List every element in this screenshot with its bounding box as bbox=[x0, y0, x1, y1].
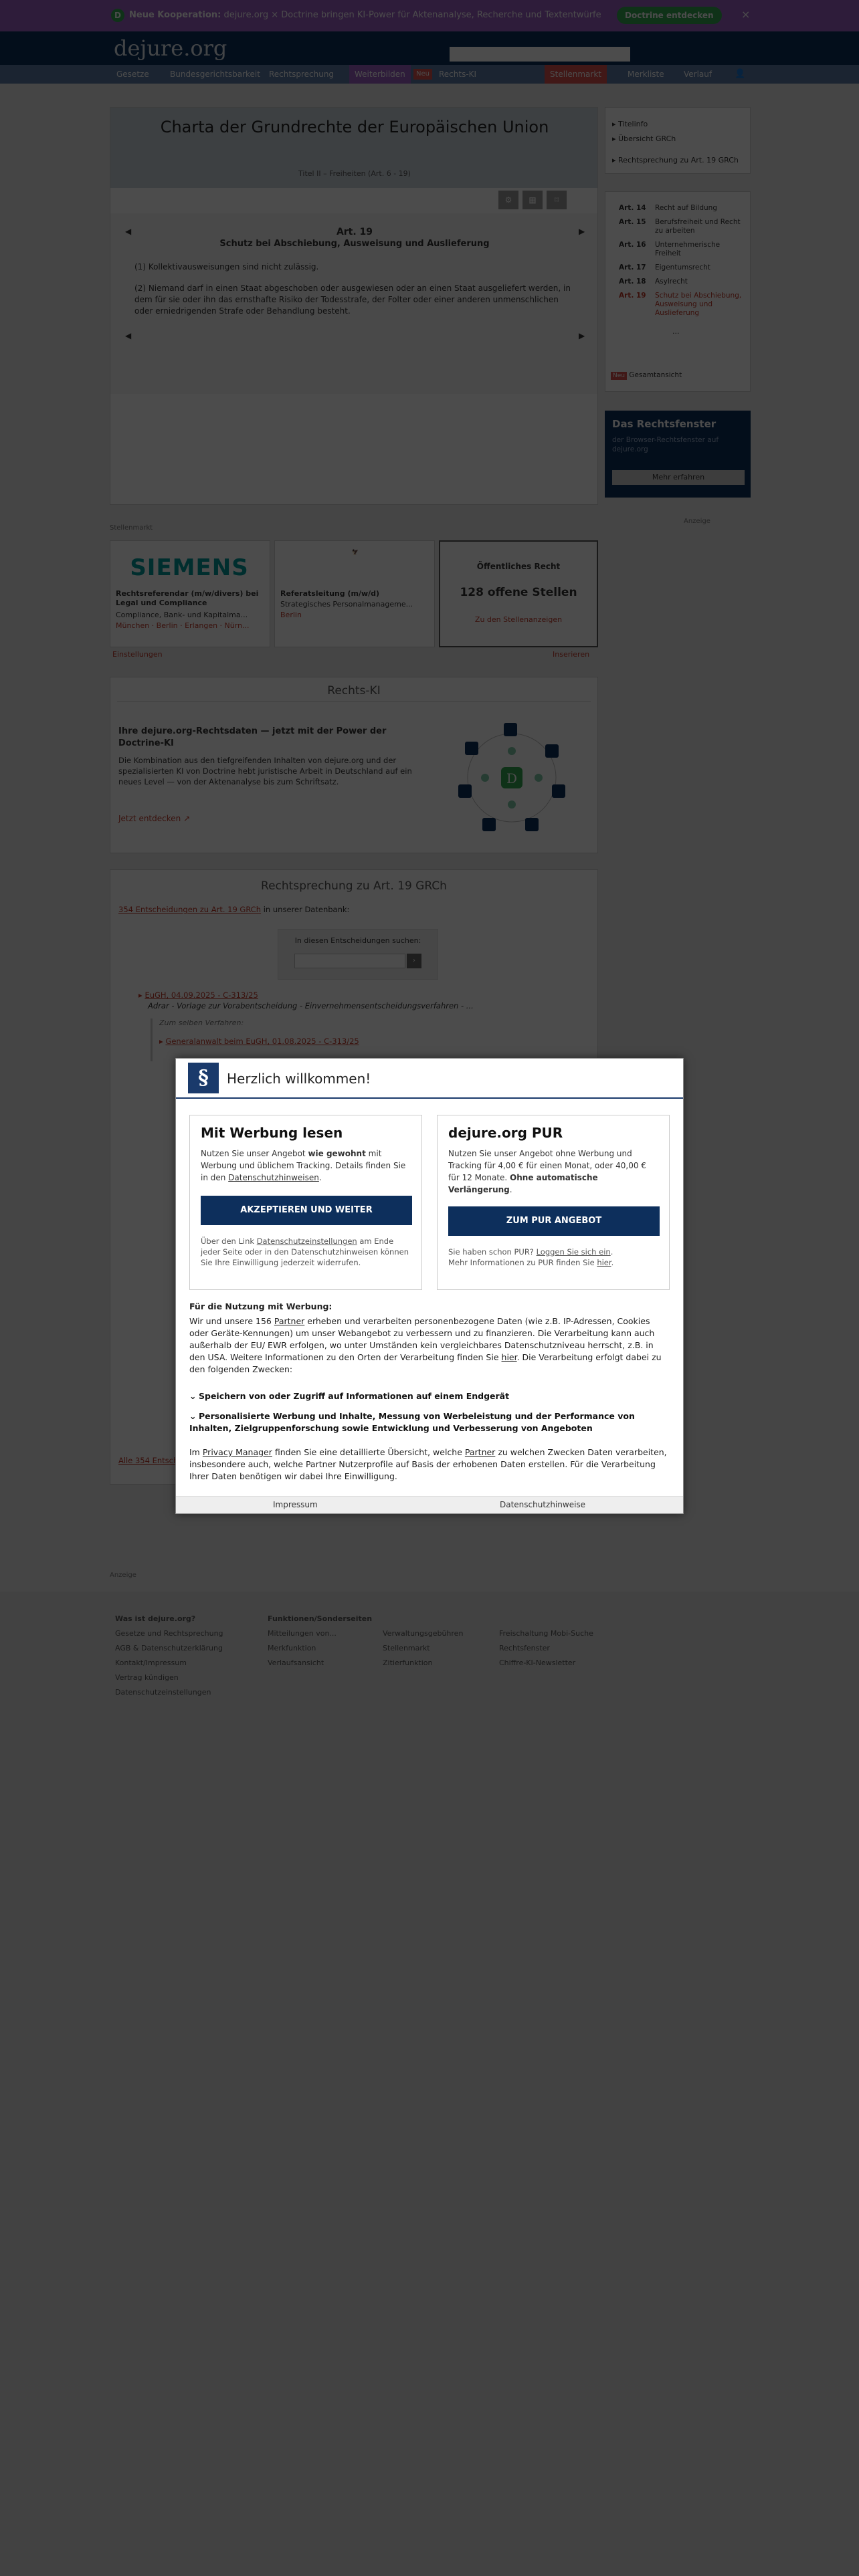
pm-text-a: Im bbox=[189, 1447, 200, 1457]
purpose-1-label: Speichern von oder Zugriff auf Informationen auf einem Endgerät bbox=[199, 1391, 510, 1401]
accept-button[interactable]: AKZEPTIEREN UND WEITER bbox=[201, 1196, 412, 1225]
pur-button[interactable]: ZUM PUR ANGEBOT bbox=[448, 1206, 660, 1236]
modal-header bbox=[176, 1059, 683, 1099]
pur-text-bold: Ohne automatische Verlängerung bbox=[448, 1173, 598, 1194]
ads-card-title: Mit Werbung lesen bbox=[201, 1125, 343, 1141]
consent-card-ads bbox=[189, 1115, 422, 1290]
purpose-expander-2[interactable] bbox=[189, 1410, 671, 1434]
modal-footer bbox=[176, 1496, 683, 1513]
partner-link-2[interactable]: Partner bbox=[464, 1447, 496, 1457]
sec-text-c: . Die Verarbeitung erfolgt dabei zu den folgenden Zwecken: bbox=[189, 1352, 662, 1374]
purpose-expander-1[interactable] bbox=[189, 1390, 671, 1402]
consent-modal bbox=[175, 1058, 684, 1514]
sec-text-a: Wir und unsere 156 bbox=[189, 1316, 272, 1326]
ads-text-a: Nutzen Sie unser Angebot bbox=[201, 1149, 306, 1158]
privacy-settings-link[interactable]: Datenschutzeinstellungen bbox=[256, 1237, 357, 1246]
ads-section-text bbox=[189, 1315, 671, 1376]
datenschutz-link[interactable]: Datenschutzhinweise bbox=[500, 1500, 586, 1509]
paragraph-logo-icon: § bbox=[188, 1063, 219, 1093]
ads-text-bold: wie gewohnt bbox=[308, 1149, 366, 1158]
privacy-manager-text bbox=[189, 1446, 671, 1483]
pur-card-text: Nutzen Sie unser Angebot ohne Werbung und Tracking für 4,00 € für einen Monat, oder 40,00 € für 12 Monate. Ohne automatische Verlängerung. bbox=[448, 1149, 646, 1194]
ads-card-text: Nutzen Sie unser Angebot wie gewohnt mit Werbung und üblichem Tracking. Details finden Sie in den Datenschutzhinweisen. bbox=[201, 1149, 406, 1182]
purpose-2-label: Personalisierte Werbung und Inhalte, Messung von Werbeleistung und der Performance von Inhalten, Zielgruppenforschung sowie Entwicklung und Verbesserung von Angeboten bbox=[189, 1411, 635, 1433]
locations-link[interactable]: hier bbox=[501, 1352, 517, 1362]
pur-card-small: Sie haben schon PUR? Loggen Sie sich ein. Mehr Informationen zu PUR finden Sie hier. bbox=[448, 1247, 614, 1267]
pur-info-link[interactable]: hier bbox=[597, 1258, 611, 1267]
chevron-down-icon: ⌄ bbox=[189, 1411, 197, 1421]
pur-text-a: Nutzen Sie unser Angebot ohne Werbung und Tracking für 4,00 € für einen Monat, oder 40,00 € für 12 Monate. bbox=[448, 1149, 646, 1182]
pur-small-b: Mehr Informationen zu PUR finden Sie bbox=[448, 1258, 595, 1267]
sec-text-b: erheben und verarbeiten personenbezogene Daten (wie z.B. IP-Adressen, Cookies oder Geräte-Kennungen) um unser Webangebot zu verbessern und zu finanzieren. Die Verarbeitung kann auch außerhalb der EU/ EWR erfolgen, wo unter Umständen kein vergleichbares Datenschutzniveau herrscht, z.B. in den USA. Weitere Informationen zu den Orten der Verarbeitung finden Sie bbox=[189, 1316, 655, 1362]
chevron-down-icon: ⌄ bbox=[189, 1391, 197, 1401]
partner-link[interactable]: Partner bbox=[274, 1316, 305, 1326]
pm-text-c: zu welchen Zwecken Daten verarbeiten, insbesondere auch, welche Partner Nutzerprofile auf Basis der erhobenen Daten erstellen. Für die Verarbeitung Ihrer Daten benötigen wir dabei Ihre Einwilligung. bbox=[189, 1447, 667, 1481]
pur-small-a: Sie haben schon PUR? bbox=[448, 1247, 534, 1257]
pur-card-title: dejure.org PUR bbox=[448, 1125, 563, 1141]
modal-title: Herzlich willkommen! bbox=[227, 1071, 371, 1087]
impressum-link[interactable]: Impressum bbox=[273, 1500, 318, 1509]
login-link[interactable]: Loggen Sie sich ein bbox=[536, 1247, 611, 1257]
ads-small-b: am Ende jeder Seite oder in den Datenschutzhinweisen können Sie Ihre Einwilligung jederzeit widerrufen. bbox=[201, 1237, 409, 1267]
ads-section-title: Für die Nutzung mit Werbung: bbox=[189, 1301, 332, 1311]
consent-card-pur bbox=[437, 1115, 670, 1290]
pm-text-b: finden Sie eine detaillierte Übersicht, welche bbox=[274, 1447, 462, 1457]
privacy-manager-link[interactable]: Privacy Manager bbox=[202, 1447, 272, 1457]
ads-small-a: Über den Link bbox=[201, 1237, 255, 1246]
privacy-link[interactable]: Datenschutzhinweisen bbox=[228, 1173, 319, 1182]
ads-text-b: mit Werbung und üblichem Tracking. Details finden Sie in den bbox=[201, 1149, 406, 1182]
ads-card-small bbox=[201, 1236, 411, 1268]
